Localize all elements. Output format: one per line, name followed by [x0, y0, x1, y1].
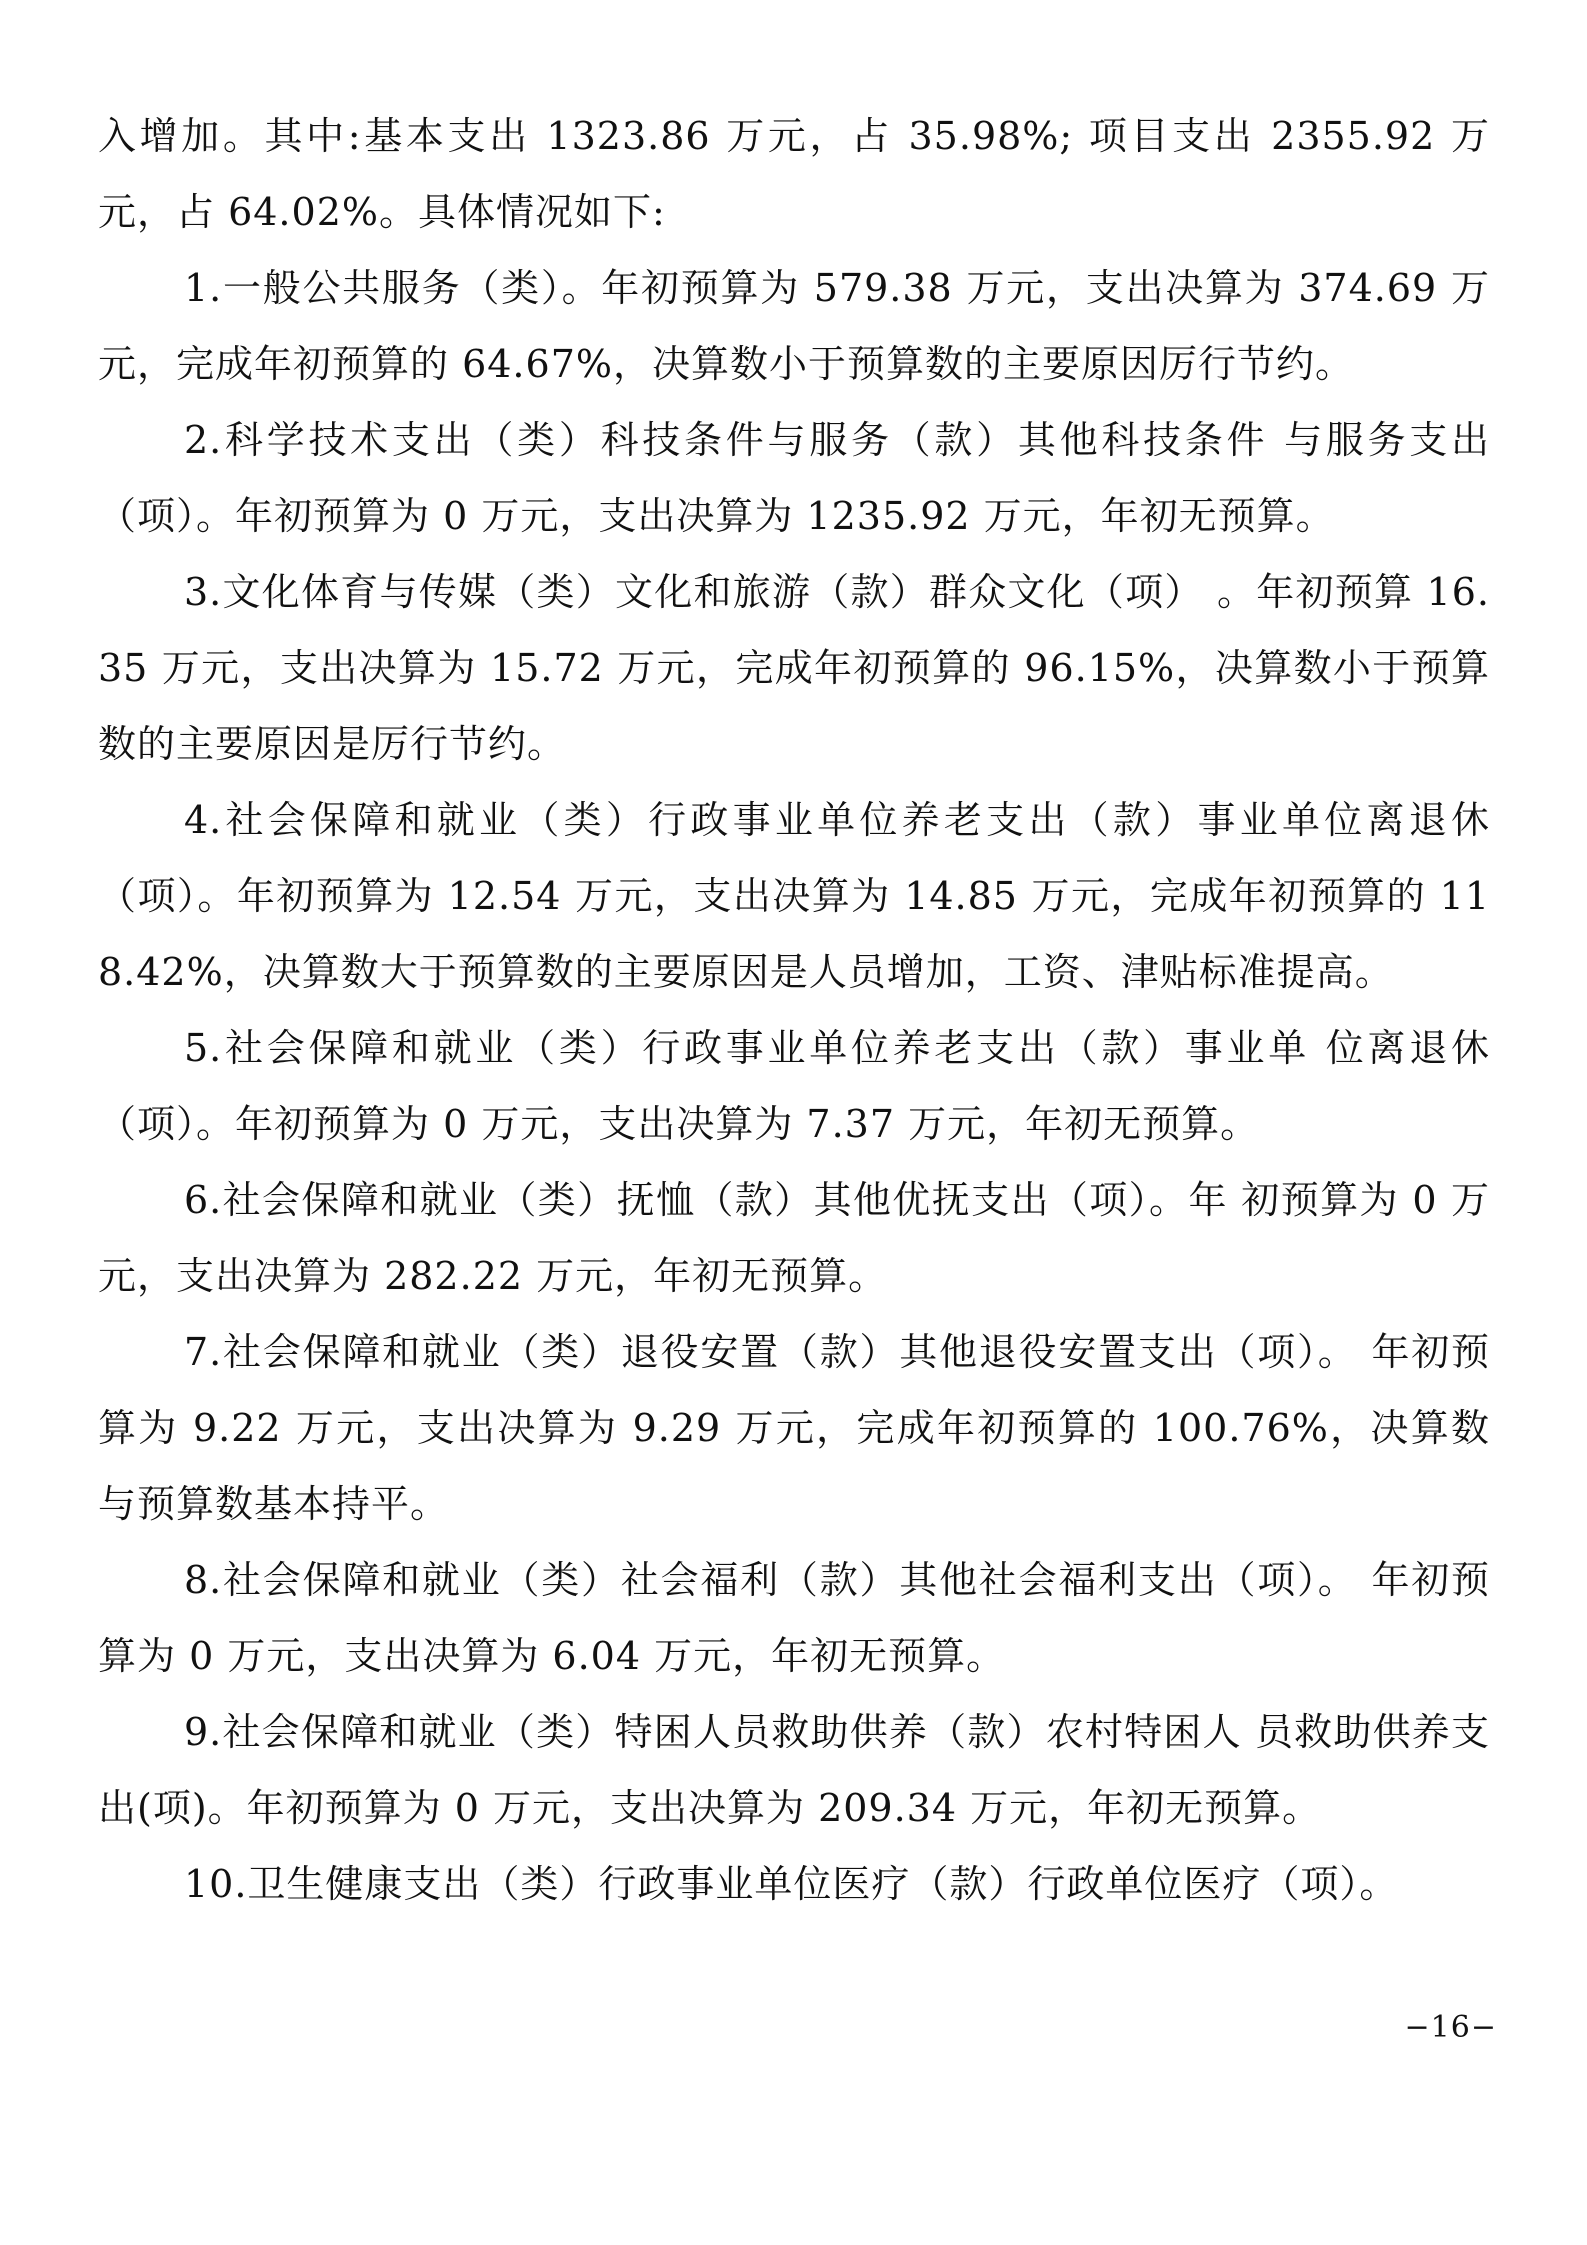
paragraph-item-7: 7.社会保障和就业（类）退役安置（款）其他退役安置支出（项）。 年初预算为 9.22 万元，支出决算为 9.29 万元，完成年初预算的 100.76%，决算数与预算数基本持平。 — [98, 1330, 1490, 1526]
document-body — [98, 98, 1490, 1922]
paragraph-item-10: 10.卫生健康支出（类）行政事业单位医疗（款）行政单位医疗（项）。 — [184, 1862, 1399, 1906]
page-number: −16− — [1404, 2010, 1497, 2045]
paragraph-item-6: 6.社会保障和就业（类）抚恤（款）其他优抚支出（项）。年 初预算为 0 万元，支出决算为 282.22 万元，年初无预算。 — [98, 1178, 1490, 1298]
paragraph-item-5: 5.社会保障和就业（类）行政事业单位养老支出（款）事业单 位离退休（项）。年初预算为 0 万元，支出决算为 7.37 万元，年初无预算。 — [98, 1026, 1490, 1146]
paragraph-item-8: 8.社会保障和就业（类）社会福利（款）其他社会福利支出（项）。 年初预算为 0 万元，支出决算为 6.04 万元，年初无预算。 — [98, 1558, 1490, 1678]
paragraph-item-3: 3.文化体育与传媒（类）文化和旅游（款）群众文化（项） 。年初预算 16.35 万元，支出决算为 15.72 万元，完成年初预算的 96.15%，决算数小于预算数的主要原因是厉行节约。 — [98, 570, 1490, 766]
paragraph-item-4: 4.社会保障和就业（类）行政事业单位养老支出（款）事业单位离退休（项）。年初预算为 12.54 万元，支出决算为 14.85 万元，完成年初预算的 118.42%，决算数大于预算数的主要原因是人员增加，工资、津贴标准提高。 — [98, 798, 1490, 994]
paragraph-item-1: 1.一般公共服务（类）。年初预算为 579.38 万元，支出决算为 374.69 万元，完成年初预算的 64.67%，决算数小于预算数的主要原因厉行节约。 — [98, 266, 1490, 386]
paragraph-item-9: 9.社会保障和就业（类）特困人员救助供养（款）农村特困人 员救助供养支出(项)。年初预算为 0 万元，支出决算为 209.34 万元，年初无预算。 — [98, 1710, 1490, 1830]
paragraph-item-2: 2.科学技术支出（类）科技条件与服务（款）其他科技条件 与服务支出（项）。年初预算为 0 万元，支出决算为 1235.92 万元，年初无预算。 — [98, 418, 1490, 538]
paragraph-intro-continuation: 入增加。其中:基本支出 1323.86 万元，占 35.98%; 项目支出 2355.92 万元，占 64.02%。具体情况如下: — [98, 114, 1490, 234]
